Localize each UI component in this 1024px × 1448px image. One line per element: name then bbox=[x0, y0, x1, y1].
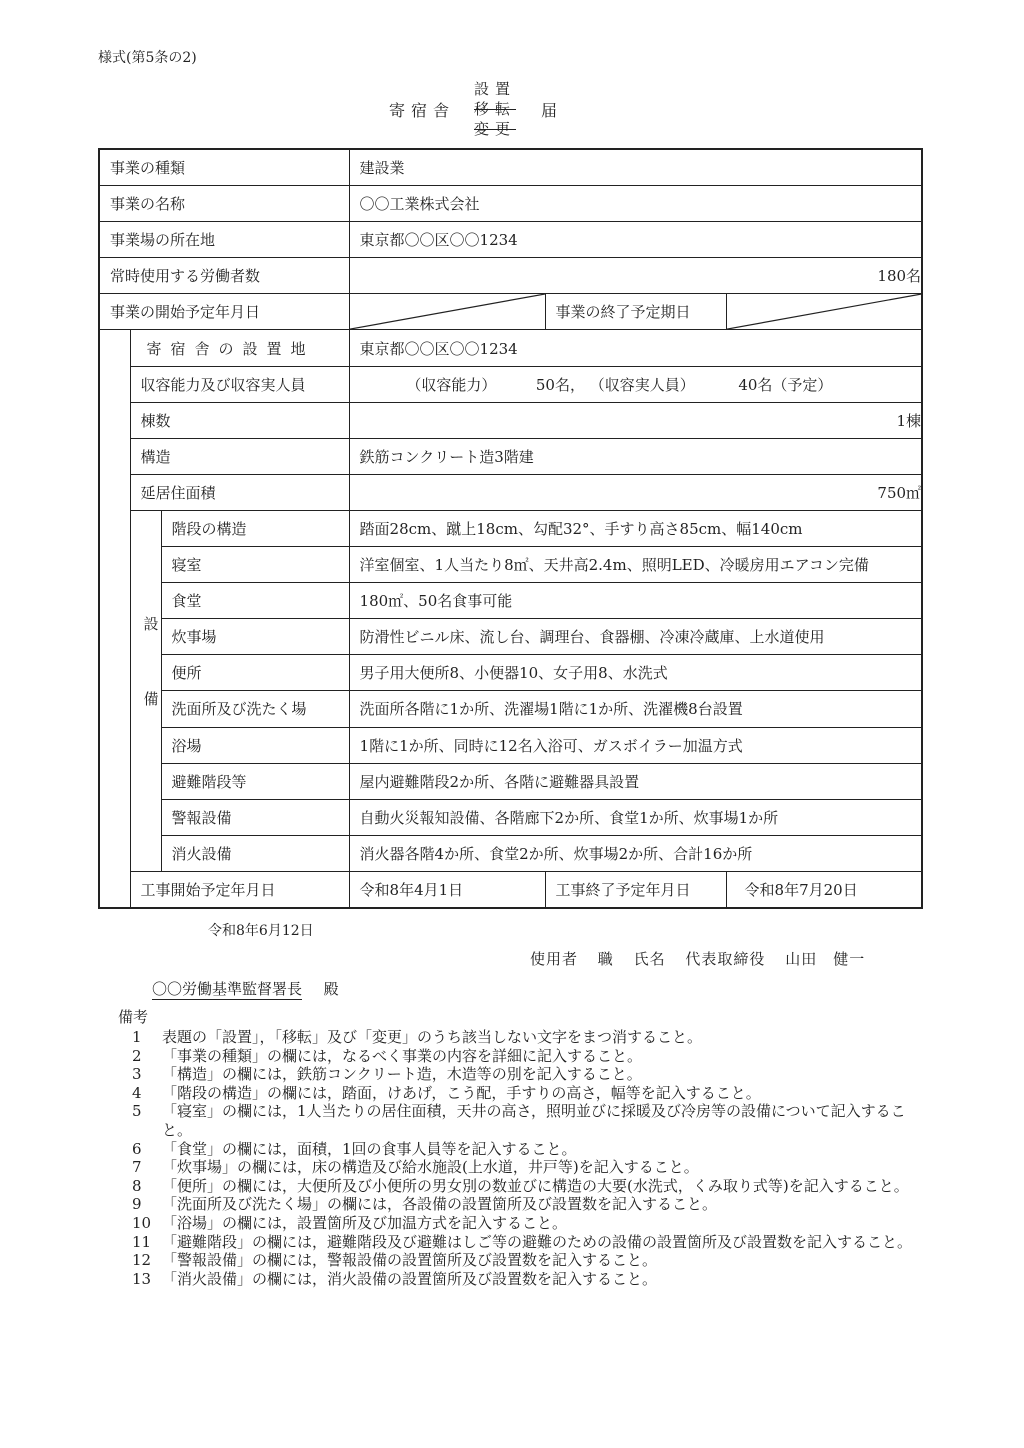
value-setsubi-2[interactable]: 180㎡、50名食事可能 bbox=[349, 583, 922, 619]
actual-value: 40名（予定） bbox=[738, 375, 833, 394]
signer-line bbox=[530, 948, 879, 969]
row-setsubi-suijiba bbox=[99, 619, 922, 655]
note-text: 「便所」の欄には，大便所及び小便所の男女別の数並びに構造の大要(水洗式，くみ取り式等)を記入すること。 bbox=[162, 1176, 909, 1195]
label-setsubi-1: 寝室 bbox=[161, 547, 349, 583]
note-number: 1 bbox=[132, 1028, 142, 1046]
note-text: 「構造」の欄には，鉄筋コンクリート造，木造等の別を記入すること。 bbox=[162, 1065, 642, 1084]
label-setsubi-5: 洗面所及び洗たく場 bbox=[161, 691, 349, 727]
value-kaishi-yotei-crossed[interactable] bbox=[349, 294, 545, 330]
value-setsubi-8[interactable]: 自動火災報知設備、各階廊下2か所、食堂1か所、炊事場1か所 bbox=[349, 799, 922, 835]
value-setsubi-7[interactable]: 屋内避難階段2か所、各階に避難器具設置 bbox=[349, 763, 922, 799]
label-setsubi-8: 警報設備 bbox=[161, 799, 349, 835]
note-number: 4 bbox=[132, 1083, 142, 1102]
label-setsubi-9: 消火設備 bbox=[161, 835, 349, 871]
row-jigyo-meisho bbox=[99, 186, 922, 222]
value-setsubi-3[interactable]: 防滑性ビニル床、流し台、調理台、食器棚、冷凍冷蔵庫、上水道使用 bbox=[349, 619, 922, 655]
office-name: 〇〇労働基準監督署長 bbox=[152, 980, 303, 998]
value-kozo[interactable]: 鉄筋コンクリート造3階建 bbox=[349, 438, 922, 474]
value-jigyo-meisho[interactable]: 〇〇工業株式会社 bbox=[349, 186, 922, 222]
note-number: 2 bbox=[132, 1046, 142, 1065]
title-suffix: 届 bbox=[541, 101, 558, 120]
office-honorific: 殿 bbox=[323, 980, 339, 998]
value-menseki[interactable]: 750㎡ bbox=[349, 474, 922, 510]
label-shuryo-yotei: 事業の終了予定期日 bbox=[545, 294, 726, 330]
capacity-value: 50名， bbox=[535, 375, 585, 394]
note-item bbox=[132, 1028, 922, 1047]
note-number: 11 bbox=[132, 1232, 152, 1251]
note-text: 表題の「設置」，「移転」及び「変更」のうち該当しない文字をまつ消すること。 bbox=[162, 1028, 703, 1046]
value-shuryo-yotei-crossed[interactable] bbox=[726, 294, 922, 330]
form-number: 様式(第5条の2) bbox=[98, 50, 197, 66]
signer-position: 代表取締役 bbox=[685, 950, 766, 968]
value-tosu[interactable]: 1棟 bbox=[349, 402, 922, 438]
label-setsubi-3: 炊事場 bbox=[161, 619, 349, 655]
left-margin-column bbox=[99, 330, 130, 908]
label-jigyo-meisho: 事業の名称 bbox=[99, 186, 349, 222]
value-setsubi-6[interactable]: 1階に1か所、同時に12名入浴可、ガスボイラー加温方式 bbox=[349, 727, 922, 763]
label-setsubi-4: 便所 bbox=[161, 655, 349, 691]
note-number: 3 bbox=[132, 1065, 142, 1084]
value-shuyo[interactable] bbox=[349, 366, 922, 402]
label-jigyo-shurui: 事業の種類 bbox=[99, 149, 349, 186]
note-item bbox=[132, 1102, 922, 1139]
note-number: 13 bbox=[132, 1269, 152, 1288]
value-koji-shuryo[interactable]: 令和8年7月20日 bbox=[726, 871, 922, 908]
row-kozo bbox=[99, 438, 922, 474]
title-option-henko-struck: 変更 bbox=[474, 120, 517, 138]
label-shuyo: 収容能力及び収容実人員 bbox=[130, 366, 349, 402]
signer-title-label: 職 bbox=[597, 950, 614, 968]
label-setsubi-6: 浴場 bbox=[161, 727, 349, 763]
form-title bbox=[0, 78, 1024, 138]
label-setsubi-0: 階段の構造 bbox=[161, 510, 349, 546]
row-setsubi-kaidan bbox=[99, 510, 922, 546]
actual-label: （収容実人員） bbox=[589, 375, 695, 394]
row-setsubi-shinshitsu bbox=[99, 547, 922, 583]
note-text: 「寝室」の欄には，1人当たりの居住面積，天井の高さ，照明並びに採暖及び冷房等の設備について記入すること。 bbox=[162, 1102, 906, 1139]
label-setsubi-7: 避難階段等 bbox=[161, 763, 349, 799]
value-setsubi-4[interactable]: 男子用大便所8、小便器10、女子用8、水洗式 bbox=[349, 655, 922, 691]
setsubi-vertical-text: 設備 bbox=[141, 615, 160, 766]
note-number: 12 bbox=[132, 1251, 152, 1270]
label-koji-kaishi: 工事開始予定年月日 bbox=[130, 871, 349, 908]
note-item bbox=[132, 1047, 922, 1066]
row-menseki bbox=[99, 474, 922, 510]
row-rodosha-su bbox=[99, 258, 922, 294]
note-number: 7 bbox=[132, 1158, 142, 1177]
note-text: 「消火設備」の欄には，消火設備の設置箇所及び設置数を記入すること。 bbox=[162, 1269, 658, 1288]
note-text: 「浴場」の欄には，設置箇所及び加温方式を記入すること。 bbox=[162, 1213, 568, 1232]
row-setchi-chi bbox=[99, 330, 922, 366]
value-setsubi-9[interactable]: 消火器各階4か所、食堂2か所、炊事場2か所、合計16か所 bbox=[349, 835, 922, 871]
note-number: 9 bbox=[132, 1195, 142, 1214]
note-item bbox=[132, 1065, 922, 1084]
note-item bbox=[132, 1214, 922, 1233]
value-rodosha-su[interactable]: 180名 bbox=[349, 258, 922, 294]
note-item bbox=[132, 1251, 922, 1270]
note-item bbox=[132, 1195, 922, 1214]
label-menseki: 延居住面積 bbox=[130, 474, 349, 510]
label-setsubi-vertical bbox=[130, 510, 161, 871]
note-item bbox=[132, 1158, 922, 1177]
submission-date: 令和8年6月12日 bbox=[208, 923, 314, 939]
note-text: 「事業の種類」の欄には，なるべく事業の内容を詳細に記入すること。 bbox=[162, 1046, 643, 1065]
note-item bbox=[132, 1270, 922, 1289]
note-text: 「階段の構造」の欄には，踏面，けあげ，こう配，手すりの高さ，幅等を記入すること。 bbox=[162, 1083, 761, 1102]
row-tosu bbox=[99, 402, 922, 438]
signer-name: 山田 健一 bbox=[785, 950, 866, 968]
title-option-setchi: 設置 bbox=[474, 80, 517, 98]
label-setsubi-2: 食堂 bbox=[161, 583, 349, 619]
label-setchi-chi: 寄宿舎の設置地 bbox=[130, 330, 349, 366]
label-kozo: 構造 bbox=[130, 438, 349, 474]
diagonal-strike bbox=[350, 294, 545, 329]
value-setsubi-0[interactable]: 踏面28cm、蹴上18cm、勾配32°、手すり高さ85cm、幅140cm bbox=[349, 510, 922, 546]
label-rodosha-su: 常時使用する労働者数 bbox=[99, 258, 349, 294]
note-number: 6 bbox=[132, 1139, 142, 1158]
note-item bbox=[132, 1084, 922, 1103]
value-setsubi-5[interactable]: 洗面所各階に1か所、洗濯場1階に1か所、洗濯機8台設置 bbox=[349, 691, 922, 727]
value-jigyoba-shozaichi[interactable]: 東京都〇〇区〇〇1234 bbox=[349, 222, 922, 258]
row-setsubi-senmenjo bbox=[99, 691, 922, 727]
note-item bbox=[132, 1233, 922, 1252]
row-koji bbox=[99, 871, 922, 908]
note-text: 「避難階段」の欄には，避難階段及び避難はしご等の避難のための設備の設置箇所及び設置数を記入すること。 bbox=[162, 1232, 913, 1251]
title-option-iten-struck: 移転 bbox=[474, 100, 517, 118]
row-kaishi-shuryo bbox=[99, 294, 922, 330]
value-koji-kaishi[interactable]: 令和8年4月1日 bbox=[349, 871, 545, 908]
label-tosu: 棟数 bbox=[130, 402, 349, 438]
row-setsubi-keiho bbox=[99, 799, 922, 835]
note-text: 「炊事場」の欄には，床の構造及び給水施設(上水道，井戸等)を記入すること。 bbox=[162, 1158, 699, 1177]
row-setsubi-shoka bbox=[99, 835, 922, 871]
signer-name-label: 氏名 bbox=[633, 950, 666, 968]
notification-form-table bbox=[98, 148, 923, 909]
note-text: 「食堂」の欄には，面積，1回の食事人員等を記入すること。 bbox=[162, 1139, 577, 1158]
note-item bbox=[132, 1177, 922, 1196]
label-jigyoba-shozaichi: 事業場の所在地 bbox=[99, 222, 349, 258]
notes-list bbox=[132, 1028, 922, 1288]
value-setsubi-1[interactable]: 洋室個室、1人当たり8㎡、天井高2.4m、照明LED、冷暖房用エアコン完備 bbox=[349, 547, 922, 583]
title-main: 寄宿舎 bbox=[389, 101, 456, 120]
note-number: 10 bbox=[132, 1213, 152, 1232]
note-item bbox=[132, 1140, 922, 1159]
addressee bbox=[152, 978, 339, 999]
value-setchi-chi[interactable]: 東京都〇〇区〇〇1234 bbox=[349, 330, 922, 366]
row-setsubi-hinan bbox=[99, 763, 922, 799]
notes-heading: 備考 bbox=[118, 1008, 149, 1026]
capacity-label: （収容能力） bbox=[406, 375, 497, 394]
note-text: 「警報設備」の欄には，警報設備の設置箇所及び設置数を記入すること。 bbox=[162, 1251, 658, 1270]
diagonal-strike bbox=[727, 294, 922, 329]
signer-role: 使用者 bbox=[530, 950, 579, 968]
row-jigyo-shurui bbox=[99, 149, 922, 186]
row-setsubi-shokudo bbox=[99, 583, 922, 619]
note-number: 5 bbox=[132, 1102, 142, 1121]
row-setsubi-yokujo bbox=[99, 727, 922, 763]
row-shuyo bbox=[99, 366, 922, 402]
row-jigyoba-shozaichi bbox=[99, 222, 922, 258]
row-setsubi-benjo bbox=[99, 655, 922, 691]
label-koji-shuryo: 工事終了予定年月日 bbox=[545, 871, 726, 908]
value-jigyo-shurui[interactable]: 建設業 bbox=[349, 149, 922, 186]
note-number: 8 bbox=[132, 1176, 142, 1195]
note-text: 「洗面所及び洗たく場」の欄には，各設備の設置箇所及び設置数を記入すること。 bbox=[162, 1195, 718, 1214]
label-kaishi-yotei: 事業の開始予定年月日 bbox=[99, 294, 349, 330]
